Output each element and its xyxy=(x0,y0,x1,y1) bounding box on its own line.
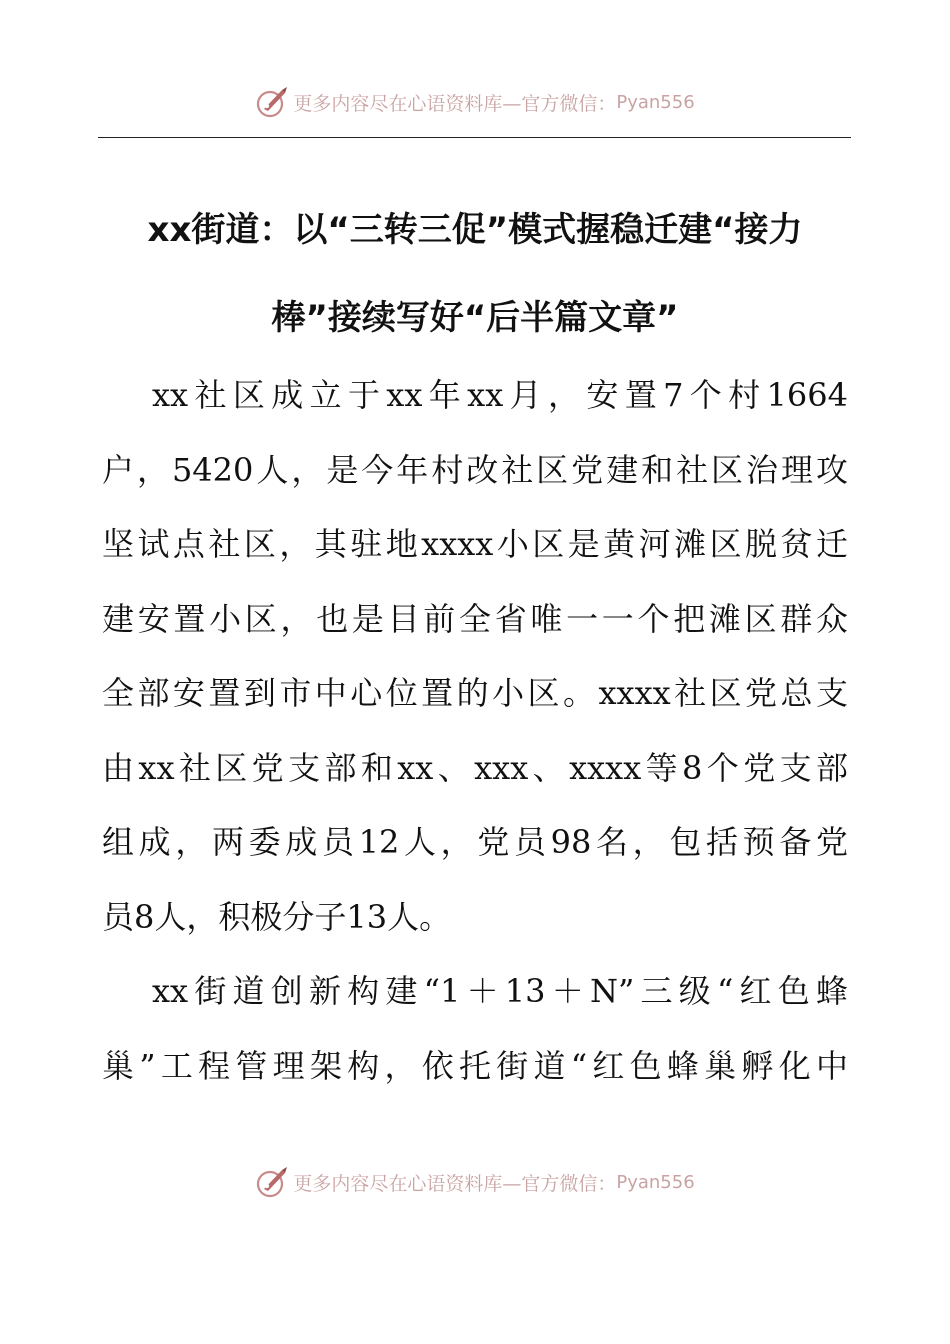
header-divider xyxy=(98,137,851,138)
footer-slogan: 更多内容尽在心语资料库—官方微信： xyxy=(293,1172,617,1195)
document-body xyxy=(102,358,848,1103)
paragraph-1-line-7: 组成，两委成员12人，党员98名，包括预备党 xyxy=(102,823,848,861)
paragraph-1-line-4: 建安置小区，也是目前全省唯一一个把滩区群众 xyxy=(102,599,848,638)
paragraph-1-line-3: 坚试点社区，其驻地xxxx小区是黄河滩区脱贫迁 xyxy=(102,525,848,563)
paragraph-1-line-5: 全部安置到市中心位置的小区。xxxx社区党总支 xyxy=(102,674,848,712)
footer-wechat-id: Pyan556 xyxy=(616,1171,695,1193)
paragraph-1-line-8: 员8人，积极分子13人。 xyxy=(102,897,452,936)
quill-circle-logo-icon xyxy=(255,85,289,119)
quill-circle-logo-icon xyxy=(255,1165,289,1199)
title-line-1: xx街道：以“三转三促”模式握稳迁建“接力 xyxy=(147,210,803,250)
header-watermark xyxy=(0,80,950,124)
paragraph-2-line-1: xx街道创新构建“1＋13＋N”三级“红色蜂 xyxy=(152,972,848,1010)
document-title xyxy=(100,186,850,362)
footer-watermark xyxy=(0,1160,950,1204)
paragraph-1-line-1: xx社区成立于xx年xx月，安置7个村1664 xyxy=(152,376,848,414)
paragraph-2-line-2: 巢”工程管理架构，依托街道“红色蜂巢孵化中 xyxy=(102,1046,848,1085)
header-wechat-id: Pyan556 xyxy=(616,91,695,113)
paragraph-1-line-6: 由xx社区党支部和xx、xxx、xxxx等8个党支部 xyxy=(102,748,848,787)
header-slogan: 更多内容尽在心语资料库—官方微信： xyxy=(293,92,617,115)
paragraph-1-line-2: 户，5420人，是今年村改社区党建和社区治理攻 xyxy=(102,450,848,489)
title-line-2: 棒”接续写好“后半篇文章” xyxy=(271,298,679,338)
